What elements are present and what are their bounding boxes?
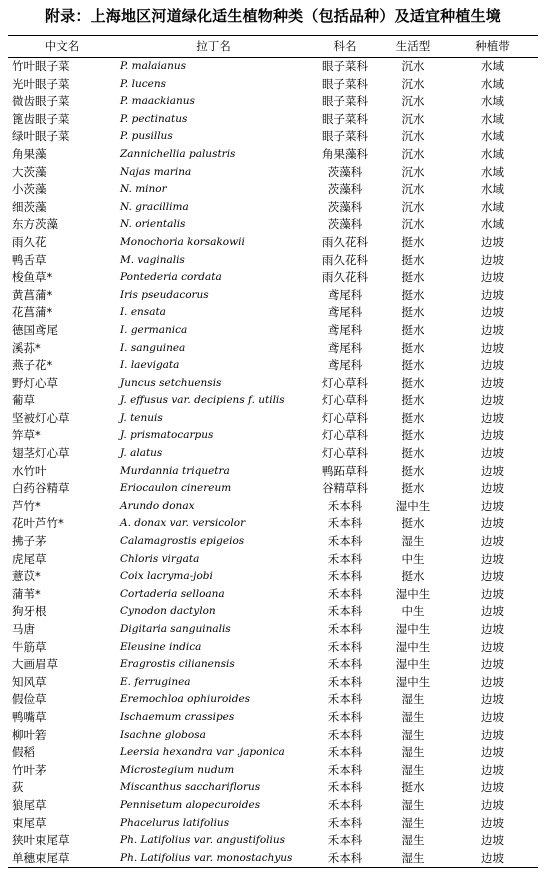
table-row: [8, 709, 538, 727]
table-row: [8, 164, 538, 182]
family-cell: 雨久花科: [322, 270, 368, 285]
table-row: [8, 727, 538, 745]
life-form-cell: 挺水: [401, 305, 425, 320]
planting-zone-cell: 边坡: [481, 358, 504, 373]
family-cell: 灯心草科: [322, 375, 368, 390]
life-form-cell: 湿生: [401, 850, 425, 865]
table-row: [8, 850, 538, 868]
life-form-cell: 沉水: [401, 111, 425, 126]
latin-name-cell: Najas marina: [120, 165, 192, 178]
life-form-cell: 沉水: [401, 76, 425, 91]
chinese-name-cell: 花菖蒲*: [12, 305, 53, 320]
latin-name-cell: Eremochloa ophiuroides: [120, 693, 251, 706]
planting-zone-cell: 水域: [481, 164, 504, 179]
latin-name-cell: Ph. Latifolius var. angustifolius: [120, 834, 286, 847]
life-form-cell: 湿生: [401, 709, 425, 724]
latin-name-cell: P. pusillus: [120, 130, 173, 143]
family-cell: 谷精草科: [322, 481, 368, 496]
life-form-cell: 挺水: [401, 446, 425, 461]
latin-name-cell: Ph. Latifolius var. monostachyus: [120, 851, 293, 864]
latin-name-cell: N. orientalis: [120, 218, 186, 231]
chinese-name-cell: 芦竹*: [12, 498, 41, 513]
table-row: [8, 199, 538, 217]
planting-zone-cell: 边坡: [481, 797, 504, 812]
chinese-name-cell: 薏苡*: [12, 569, 41, 584]
table-row: [8, 480, 538, 498]
life-form-cell: 湿中生: [395, 639, 431, 654]
planting-zone-cell: 边坡: [481, 428, 504, 443]
table-body: [8, 58, 538, 868]
chinese-name-cell: 坚被灯心草: [12, 410, 70, 425]
family-cell: 鸭跖草科: [322, 463, 368, 478]
latin-name-cell: I. germanica: [120, 323, 188, 336]
latin-name-cell: Juncus setchuensis: [120, 376, 222, 389]
table-row: [8, 146, 538, 164]
life-form-cell: 湿生: [401, 745, 425, 760]
table-row: [8, 58, 538, 76]
chinese-name-cell: 荻: [12, 780, 24, 795]
life-form-cell: 挺水: [401, 463, 425, 478]
planting-zone-cell: 边坡: [481, 234, 504, 249]
family-cell: 禾本科: [327, 780, 363, 795]
table-row: [8, 551, 538, 569]
table-row: [8, 76, 538, 94]
planting-zone-cell: 边坡: [481, 375, 504, 390]
life-form-cell: 挺水: [401, 358, 425, 373]
chinese-name-cell: 微齿眼子菜: [12, 94, 70, 109]
table-row: [8, 498, 538, 516]
family-cell: 茨藻科: [327, 164, 363, 179]
latin-name-cell: Zannichellia palustris: [120, 147, 236, 160]
latin-name-cell: Digitaria sanguinalis: [120, 623, 231, 635]
family-cell: 禾本科: [327, 586, 363, 601]
latin-name-cell: J. effusus var. decipiens f. utilis: [120, 394, 285, 407]
table-row: [8, 779, 538, 797]
latin-name-cell: J. prismatocarpus: [120, 429, 214, 442]
chinese-name-cell: 拂子茅: [12, 534, 47, 549]
table-header-row: [8, 36, 538, 58]
latin-name-cell: Chloris virgata: [120, 552, 200, 565]
table-row: [8, 674, 538, 692]
table-row: [8, 656, 538, 674]
planting-zone-cell: 水域: [481, 217, 504, 232]
latin-name-cell: Murdannia triquetra: [120, 464, 230, 477]
family-cell: 鸢尾科: [327, 340, 363, 355]
chinese-name-cell: 雨久花: [12, 234, 47, 249]
latin-name-cell: Ischaemum crassipes: [120, 710, 235, 723]
planting-zone-cell: 边坡: [481, 692, 504, 707]
latin-name-cell: P. malaianus: [120, 60, 186, 72]
life-form-cell: 挺水: [401, 270, 425, 285]
planting-zone-cell: 边坡: [481, 481, 504, 496]
life-form-cell: 沉水: [401, 164, 425, 179]
table-row: [8, 533, 538, 551]
planting-zone-cell: 边坡: [481, 322, 504, 337]
header-life-form: 生活型: [395, 39, 431, 53]
life-form-cell: 湿中生: [395, 498, 431, 513]
table-row: [8, 181, 538, 199]
planting-zone-cell: 边坡: [481, 604, 504, 619]
page-title: 附录：上海地区河道绿化适生植物种类（包括品种）及适宜种植生境: [44, 7, 501, 25]
planting-zone-cell: 边坡: [481, 762, 504, 777]
plant-species-table: [8, 35, 538, 868]
latin-name-cell: Monochoria korsakowii: [120, 235, 245, 248]
life-form-cell: 湿生: [401, 534, 425, 549]
chinese-name-cell: 白药谷精草: [12, 481, 70, 496]
table-row: [8, 392, 538, 410]
chinese-name-cell: 燕子花*: [12, 358, 53, 373]
latin-name-cell: E. ferruginea: [120, 675, 191, 688]
family-cell: 禾本科: [327, 833, 363, 848]
latin-name-cell: Cynodon dactylon: [120, 605, 216, 618]
table-row: [8, 621, 538, 639]
planting-zone-cell: 水域: [481, 129, 504, 144]
family-cell: 禾本科: [327, 850, 363, 865]
latin-name-cell: Isachne globosa: [120, 728, 206, 741]
family-cell: 灯心草科: [322, 428, 368, 443]
life-form-cell: 湿中生: [395, 674, 431, 689]
planting-zone-cell: 边坡: [481, 340, 504, 355]
life-form-cell: 中生: [401, 604, 425, 619]
table-row: [8, 322, 538, 340]
family-cell: 禾本科: [327, 622, 363, 636]
family-cell: 灯心草科: [322, 446, 368, 461]
table-row: [8, 603, 538, 621]
planting-zone-cell: 边坡: [481, 393, 504, 408]
chinese-name-cell: 葡草: [12, 393, 35, 408]
planting-zone-cell: 边坡: [481, 534, 504, 549]
planting-zone-cell: 边坡: [481, 780, 504, 795]
chinese-name-cell: 竹叶眼子菜: [12, 59, 70, 73]
life-form-cell: 挺水: [401, 481, 425, 496]
header-family: 科名: [333, 39, 357, 53]
table-row: [8, 463, 538, 481]
chinese-name-cell: 马唐: [12, 622, 35, 636]
life-form-cell: 沉水: [401, 182, 425, 197]
planting-zone-cell: 边坡: [481, 586, 504, 601]
table-row: [8, 427, 538, 445]
table-row: [8, 269, 538, 287]
family-cell: 禾本科: [327, 762, 363, 777]
chinese-name-cell: 细茨藻: [12, 199, 47, 214]
latin-name-cell: J. tenuis: [120, 411, 163, 424]
planting-zone-cell: 边坡: [481, 727, 504, 742]
planting-zone-cell: 边坡: [481, 639, 504, 654]
chinese-name-cell: 梭鱼草*: [12, 270, 53, 285]
chinese-name-cell: 鸭舌草: [12, 252, 47, 267]
family-cell: 禾本科: [327, 674, 363, 689]
chinese-name-cell: 翅茎灯心草: [12, 446, 70, 461]
life-form-cell: 挺水: [401, 569, 425, 584]
life-form-cell: 沉水: [401, 199, 425, 214]
planting-zone-cell: 边坡: [481, 745, 504, 760]
chinese-name-cell: 束尾草: [12, 815, 47, 830]
life-form-cell: 湿生: [401, 762, 425, 777]
planting-zone-cell: 边坡: [481, 498, 504, 513]
chinese-name-cell: 篦齿眼子菜: [12, 111, 70, 126]
family-cell: 禾本科: [327, 534, 363, 549]
family-cell: 禾本科: [327, 569, 363, 584]
table-row: [8, 515, 538, 533]
life-form-cell: 湿生: [401, 833, 425, 848]
chinese-name-cell: 花叶芦竹*: [12, 516, 64, 531]
chinese-name-cell: 狭叶束尾草: [12, 833, 70, 848]
family-cell: 鸢尾科: [327, 358, 363, 373]
table-row: [8, 375, 538, 393]
life-form-cell: 湿生: [401, 815, 425, 830]
planting-zone-cell: 边坡: [481, 569, 504, 584]
latin-name-cell: P. lucens: [120, 77, 166, 90]
table-row: [8, 252, 538, 270]
family-cell: 茨藻科: [327, 199, 363, 214]
life-form-cell: 挺水: [401, 375, 425, 390]
family-cell: 禾本科: [327, 498, 363, 513]
table-row: [8, 304, 538, 322]
latin-name-cell: N. gracillima: [120, 200, 189, 213]
family-cell: 禾本科: [327, 709, 363, 724]
life-form-cell: 挺水: [401, 252, 425, 267]
chinese-name-cell: 知风草: [12, 674, 47, 689]
chinese-name-cell: 单穗束尾草: [12, 850, 70, 865]
planting-zone-cell: 边坡: [481, 850, 504, 865]
latin-name-cell: Miscanthus sacchariflorus: [120, 781, 261, 794]
latin-name-cell: P. maackianus: [120, 95, 195, 108]
latin-name-cell: A. donax var. versicolor: [120, 517, 246, 530]
family-cell: 眼子菜科: [322, 129, 368, 144]
family-cell: 禾本科: [327, 551, 363, 566]
latin-name-cell: J. alatus: [120, 447, 163, 460]
latin-name-cell: Pontederia cordata: [120, 271, 222, 284]
latin-name-cell: P. pectinatus: [120, 112, 188, 125]
chinese-name-cell: 蒲苇*: [12, 586, 41, 601]
planting-zone-cell: 边坡: [481, 305, 504, 320]
family-cell: 雨久花科: [322, 234, 368, 249]
life-form-cell: 沉水: [401, 146, 425, 161]
planting-zone-cell: 边坡: [481, 287, 504, 302]
table-row: [8, 234, 538, 252]
planting-zone-cell: 边坡: [481, 551, 504, 566]
planting-zone-cell: 水域: [481, 111, 504, 126]
latin-name-cell: I. laevigata: [120, 359, 180, 372]
planting-zone-cell: 边坡: [481, 252, 504, 267]
planting-zone-cell: 边坡: [481, 622, 504, 636]
chinese-name-cell: 小茨藻: [12, 182, 47, 197]
latin-name-cell: Iris pseudacorus: [120, 288, 209, 301]
chinese-name-cell: 光叶眼子菜: [12, 76, 70, 91]
chinese-name-cell: 虎尾草: [12, 551, 47, 566]
chinese-name-cell: 野灯心草: [12, 375, 58, 390]
life-form-cell: 湿生: [401, 727, 425, 742]
table-row: [8, 744, 538, 762]
planting-zone-cell: 边坡: [481, 815, 504, 830]
chinese-name-cell: 角果藻: [12, 146, 47, 161]
family-cell: 禾本科: [327, 745, 363, 760]
family-cell: 灯心草科: [322, 410, 368, 425]
latin-name-cell: Eleusine indica: [120, 640, 202, 653]
life-form-cell: 挺水: [401, 516, 425, 531]
latin-name-cell: Phacelurus latifolius: [120, 816, 230, 829]
life-form-cell: 挺水: [401, 340, 425, 355]
planting-zone-cell: 水域: [481, 146, 504, 161]
table-row: [8, 410, 538, 428]
family-cell: 禾本科: [327, 797, 363, 812]
family-cell: 禾本科: [327, 516, 363, 531]
table-row: [8, 815, 538, 833]
latin-name-cell: M. vaginalis: [120, 253, 185, 266]
planting-zone-cell: 水域: [481, 182, 504, 197]
table-row: [8, 762, 538, 780]
latin-name-cell: Calamagrostis epigeios: [120, 535, 245, 548]
latin-name-cell: Coix lacryma-jobi: [120, 570, 213, 583]
family-cell: 禾本科: [327, 692, 363, 707]
latin-name-cell: Microstegium nudum: [120, 763, 235, 776]
family-cell: 眼子菜科: [322, 111, 368, 126]
latin-name-cell: Arundo donax: [120, 499, 195, 512]
chinese-name-cell: 黄菖蒲*: [12, 287, 53, 302]
chinese-name-cell: 大画眉草: [12, 657, 58, 672]
table-row: [8, 832, 538, 850]
planting-zone-cell: 边坡: [481, 463, 504, 478]
chinese-name-cell: 笄草*: [12, 428, 41, 443]
life-form-cell: 湿中生: [395, 657, 431, 672]
life-form-cell: 沉水: [401, 59, 425, 73]
chinese-name-cell: 东方茨藻: [12, 217, 58, 232]
family-cell: 灯心草科: [322, 393, 368, 408]
life-form-cell: 湿中生: [395, 586, 431, 601]
family-cell: 禾本科: [327, 639, 363, 654]
life-form-cell: 湿生: [401, 797, 425, 812]
latin-name-cell: Leersia hexandra var .japonica: [120, 746, 285, 759]
chinese-name-cell: 假俭草: [12, 692, 47, 707]
chinese-name-cell: 大茨藻: [12, 164, 47, 179]
header-chinese-name: 中文名: [44, 39, 80, 53]
life-form-cell: 挺水: [401, 428, 425, 443]
chinese-name-cell: 水竹叶: [12, 463, 47, 478]
planting-zone-cell: 水域: [481, 59, 504, 73]
latin-name-cell: I. ensata: [120, 306, 166, 319]
family-cell: 鸢尾科: [327, 305, 363, 320]
latin-name-cell: Eriocaulon cinereum: [120, 482, 232, 495]
life-form-cell: 湿生: [401, 692, 425, 707]
planting-zone-cell: 边坡: [481, 516, 504, 531]
planting-zone-cell: 水域: [481, 94, 504, 109]
family-cell: 角果藻科: [322, 146, 368, 161]
table-row: [8, 357, 538, 375]
chinese-name-cell: 牛筋草: [12, 639, 47, 654]
life-form-cell: 挺水: [401, 287, 425, 302]
table-row: [8, 111, 538, 129]
family-cell: 鸢尾科: [327, 287, 363, 302]
planting-zone-cell: 边坡: [481, 446, 504, 461]
table-row: [8, 691, 538, 709]
table-row: [8, 445, 538, 463]
chinese-name-cell: 狗牙根: [12, 604, 47, 619]
chinese-name-cell: 柳叶箬: [12, 727, 47, 742]
table-row: [8, 639, 538, 657]
life-form-cell: 沉水: [401, 94, 425, 109]
table-row: [8, 93, 538, 111]
table-row: [8, 586, 538, 604]
table-row: [8, 568, 538, 586]
life-form-cell: 挺水: [401, 410, 425, 425]
planting-zone-cell: 水域: [481, 76, 504, 91]
family-cell: 雨久花科: [322, 252, 368, 267]
latin-name-cell: Eragrostis cilianensis: [120, 658, 235, 671]
chinese-name-cell: 假稻: [12, 745, 35, 760]
table-row: [8, 216, 538, 234]
latin-name-cell: I. sanguinea: [120, 341, 186, 354]
chinese-name-cell: 狼尾草: [12, 797, 47, 812]
planting-zone-cell: 边坡: [481, 833, 504, 848]
family-cell: 眼子菜科: [322, 59, 368, 73]
planting-zone-cell: 边坡: [481, 410, 504, 425]
planting-zone-cell: 水域: [481, 199, 504, 214]
life-form-cell: 沉水: [401, 217, 425, 232]
life-form-cell: 湿中生: [395, 622, 431, 636]
header-planting-zone: 种植带: [475, 39, 510, 53]
chinese-name-cell: 溪荪*: [12, 340, 41, 355]
planting-zone-cell: 边坡: [481, 709, 504, 724]
life-form-cell: 沉水: [401, 129, 425, 144]
chinese-name-cell: 鸭嘴草: [12, 709, 47, 724]
family-cell: 禾本科: [327, 657, 363, 672]
family-cell: 茨藻科: [327, 182, 363, 197]
chinese-name-cell: 德国鸢尾: [12, 322, 58, 337]
family-cell: 禾本科: [327, 815, 363, 830]
family-cell: 鸢尾科: [327, 322, 363, 337]
family-cell: 眼子菜科: [322, 76, 368, 91]
chinese-name-cell: 竹叶茅: [12, 762, 47, 777]
latin-name-cell: N. minor: [120, 183, 167, 196]
life-form-cell: 挺水: [401, 322, 425, 337]
family-cell: 眼子菜科: [322, 94, 368, 109]
table-row: [8, 797, 538, 815]
table-row: [8, 128, 538, 146]
table-row: [8, 340, 538, 358]
life-form-cell: 中生: [401, 551, 425, 566]
life-form-cell: 挺水: [401, 234, 425, 249]
header-latin-name: 拉丁名: [196, 39, 231, 53]
family-cell: 禾本科: [327, 727, 363, 742]
life-form-cell: 挺水: [401, 780, 425, 795]
family-cell: 禾本科: [327, 604, 363, 619]
planting-zone-cell: 边坡: [481, 674, 504, 689]
chinese-name-cell: 绿叶眼子菜: [12, 129, 70, 144]
table-row: [8, 287, 538, 305]
latin-name-cell: Cortaderia selloana: [120, 587, 225, 600]
latin-name-cell: Pennisetum alopecuroides: [120, 798, 261, 811]
life-form-cell: 挺水: [401, 393, 425, 408]
planting-zone-cell: 边坡: [481, 657, 504, 672]
planting-zone-cell: 边坡: [481, 270, 504, 285]
family-cell: 茨藻科: [327, 217, 363, 232]
